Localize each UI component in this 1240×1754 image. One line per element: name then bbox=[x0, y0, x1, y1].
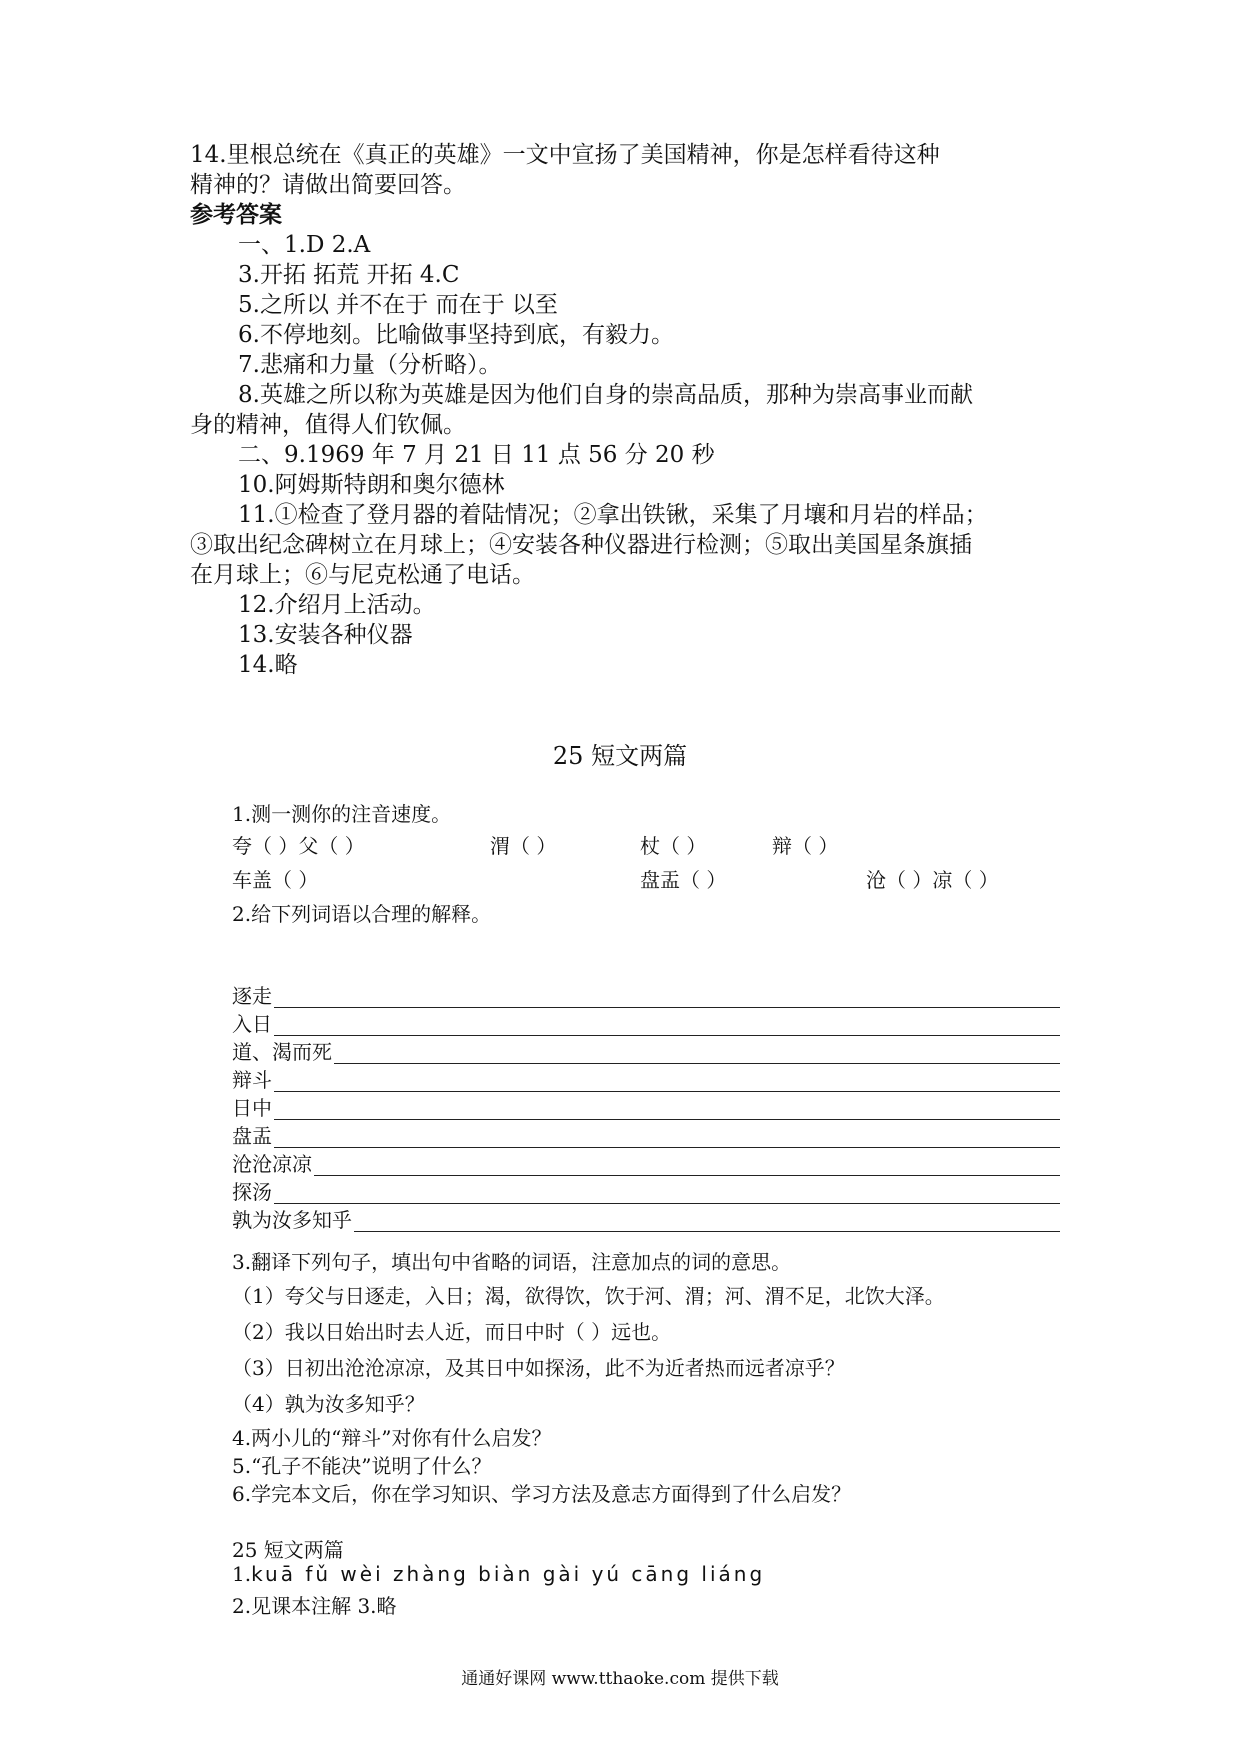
question-14-line1: 14.里根总统在《真正的英雄》一文中宣扬了美国精神，你是怎样看待这种 bbox=[190, 142, 940, 168]
question-1: 1.测一测你的注音速度。 bbox=[232, 802, 452, 826]
sentence: （2）我以日始出时去人近，而日中时（ ）远也。 bbox=[232, 1320, 672, 1344]
definition-line bbox=[232, 1036, 1060, 1064]
pinyin-item: 车盖（ ） bbox=[232, 868, 319, 892]
pinyin-item: 杖（ ） bbox=[640, 834, 707, 858]
answer-line: 13.安装各种仪器 bbox=[238, 622, 413, 648]
word-label: 探汤 bbox=[232, 1180, 272, 1204]
answer-blank[interactable] bbox=[274, 1183, 1060, 1204]
word-label: 沧沧凉凉 bbox=[232, 1152, 312, 1176]
answer-line: 在月球上；⑥与尼克松通了电话。 bbox=[190, 562, 535, 588]
answer-line: 7.悲痛和力量（分析略）。 bbox=[238, 352, 502, 378]
answer-line: ③取出纪念碑树立在月球上；④安装各种仪器进行检测；⑤取出美国星条旗插 bbox=[190, 532, 972, 558]
answer-blank[interactable] bbox=[354, 1211, 1060, 1232]
definition-line bbox=[232, 1176, 1060, 1204]
word-label: 辩斗 bbox=[232, 1068, 272, 1092]
question-2: 2.给下列词语以合理的解释。 bbox=[232, 902, 492, 926]
word-label: 逐走 bbox=[232, 984, 272, 1008]
answer-blank[interactable] bbox=[274, 1071, 1060, 1092]
answer-heading: 25 短文两篇 bbox=[232, 1538, 344, 1562]
answer-1-prefix: 1. bbox=[232, 1562, 252, 1586]
definition-line bbox=[232, 1148, 1060, 1176]
answer-blank[interactable] bbox=[314, 1155, 1060, 1176]
definition-line bbox=[232, 980, 1060, 1008]
question-6: 6.学完本文后，你在学习知识、学习方法及意志方面得到了什么启发？ bbox=[232, 1482, 852, 1506]
answer-blank[interactable] bbox=[274, 1127, 1060, 1148]
lesson-title: 25 短文两篇 bbox=[552, 742, 688, 770]
word-label: 道、渴而死 bbox=[232, 1040, 332, 1064]
answer-line: 5.之所以 并不在于 而在于 以至 bbox=[238, 292, 558, 318]
answer-blank[interactable] bbox=[274, 1015, 1060, 1036]
question-14-line2: 精神的？请做出简要回答。 bbox=[190, 172, 466, 198]
sentence: （3）日初出沧沧凉凉，及其日中如探汤，此不为近者热而远者凉乎？ bbox=[232, 1356, 845, 1380]
answer-blank[interactable] bbox=[334, 1043, 1060, 1064]
definition-line bbox=[232, 1204, 1060, 1232]
word-label: 日中 bbox=[232, 1096, 272, 1120]
answer-line: 身的精神，值得人们钦佩。 bbox=[190, 412, 466, 438]
pinyin-item: 渭（ ） bbox=[490, 834, 557, 858]
pinyin-item: 辩（ ） bbox=[772, 834, 839, 858]
answer-line: 12.介绍月上活动。 bbox=[238, 592, 436, 618]
answer-line: 6.不停地刻。比喻做事坚持到底，有毅力。 bbox=[238, 322, 674, 348]
word-label: 盘盂 bbox=[232, 1124, 272, 1148]
answer-2: 2.见课本注解 3.略 bbox=[232, 1594, 397, 1618]
footer-text: 通通好课网 www.tthaoke.com 提供下载 bbox=[461, 1669, 779, 1689]
question-5: 5.“孔子不能决”说明了什么？ bbox=[232, 1454, 492, 1478]
definition-line bbox=[232, 1092, 1060, 1120]
question-4: 4.两小儿的“辩斗”对你有什么启发？ bbox=[232, 1426, 552, 1450]
answers-heading: 参考答案 bbox=[190, 201, 282, 228]
answer-blank[interactable] bbox=[274, 987, 1060, 1008]
answer-1-pinyin: kuā fǔ wèi zhàng biàn gài yú cāng liáng bbox=[251, 1562, 766, 1586]
sentence: （4）孰为汝多知乎？ bbox=[232, 1392, 425, 1416]
answer-line: 10.阿姆斯特朗和奥尔德林 bbox=[238, 472, 505, 498]
answer-line: 二、9.1969 年 7 月 21 日 11 点 56 分 20 秒 bbox=[238, 442, 715, 468]
answer-line: 一、1.D 2.A bbox=[238, 232, 371, 258]
sentence: （1）夸父与日逐走，入日；渴，欲得饮，饮于河、渭；河、渭不足，北饮大泽。 bbox=[232, 1284, 945, 1308]
answer-line: 11.①检查了登月器的着陆情况；②拿出铁锹，采集了月壤和月岩的样品； bbox=[238, 502, 988, 528]
definition-line bbox=[232, 1008, 1060, 1036]
word-label: 孰为汝多知乎 bbox=[232, 1208, 352, 1232]
answer-blank[interactable] bbox=[274, 1099, 1060, 1120]
answer-line: 14.略 bbox=[238, 652, 298, 678]
definition-line bbox=[232, 1064, 1060, 1092]
answer-1 bbox=[232, 1562, 765, 1586]
definition-line bbox=[232, 1120, 1060, 1148]
pinyin-item: 沧（ ）凉（ ） bbox=[866, 868, 999, 892]
answer-line: 8.英雄之所以称为英雄是因为他们自身的崇高品质，那种为崇高事业而献 bbox=[238, 382, 973, 408]
pinyin-item: 夸（ ）父（ ） bbox=[232, 834, 365, 858]
answer-line: 3.开拓 拓荒 开拓 4.C bbox=[238, 262, 460, 288]
pinyin-item: 盘盂（ ） bbox=[640, 868, 727, 892]
word-label: 入日 bbox=[232, 1012, 272, 1036]
question-3: 3.翻译下列句子，填出句中省略的词语，注意加点的词的意思。 bbox=[232, 1250, 792, 1274]
